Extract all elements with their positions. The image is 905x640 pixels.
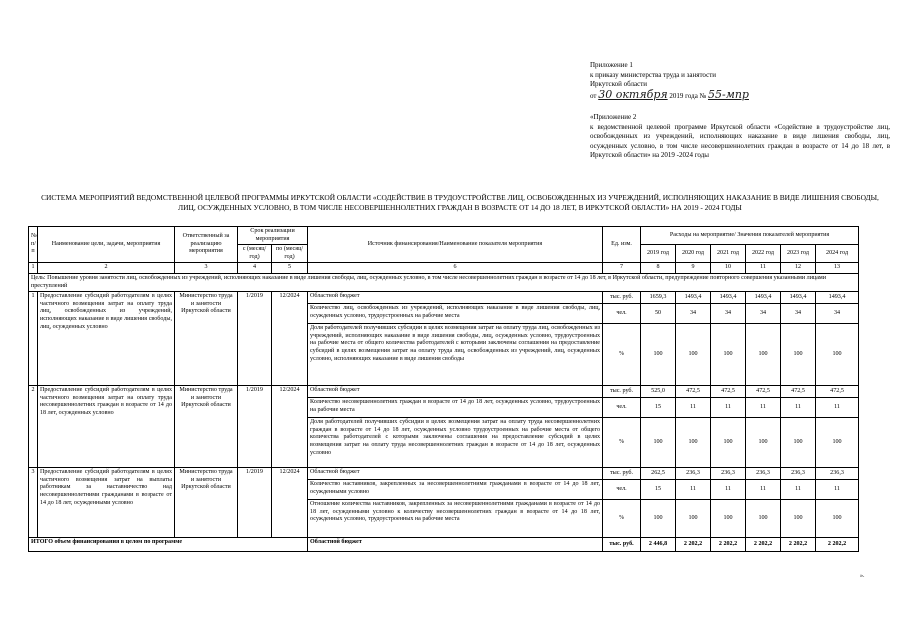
- indicator-value: 1493,4: [746, 292, 781, 304]
- total-value: 2 446,8: [641, 538, 676, 552]
- indicator-value: 100: [746, 418, 781, 468]
- indicator-value: 1493,4: [781, 292, 816, 304]
- column-numbers-row: [29, 263, 859, 274]
- header-year: 2022 год: [746, 245, 781, 263]
- responsible: Министерство труда и занятости Иркутской области: [175, 468, 238, 538]
- indicator-value: 472,5: [746, 386, 781, 398]
- row-number: 1: [29, 292, 38, 386]
- appendix-1-region: Иркутской области: [590, 80, 648, 89]
- indicator-value: 100: [676, 418, 711, 468]
- header-source: Источник финансирования/Наименование показателя мероприятия: [308, 227, 603, 263]
- indicator-value: 11: [676, 480, 711, 500]
- measure-name: Предоставление субсидий работодателям в целях частичного возмещения затрат на оплату труда несовершеннолетних граждан в возрасте от 14 до 18 лет, осужденных условно: [38, 386, 175, 468]
- indicator-value: 525,0: [641, 386, 676, 398]
- indicator-value: 472,5: [676, 386, 711, 398]
- col-number: 10: [711, 263, 746, 274]
- col-number: 3: [175, 263, 238, 274]
- indicator-label: Доля работодателей получивших субсидии в целях возмещения затрат на оплату труда несовершеннолетних граждан в возрасте от 14 до 18 лет, осужденных условно трудоустроенных на рабочие места от общего количества работодателей с которыми заключены соглашения на предоставление субсидий в целях возмещения затрат на оплату труда несовершеннолетних граждан в возрасте от 14 до 18 лет, осужденных условно: [308, 418, 603, 468]
- measures-table: [28, 226, 859, 552]
- indicator-value: 1493,4: [676, 292, 711, 304]
- indicator-value: 100: [781, 500, 816, 538]
- indicator-value: 100: [711, 500, 746, 538]
- indicator-value: 100: [781, 324, 816, 386]
- period-from: 1/2019: [238, 468, 272, 538]
- handwritten-number: 55-мпр: [708, 87, 749, 101]
- indicator-label: Количество наставников, закрепленных за несовершеннолетними гражданами в возрасте от 14 до 18 лет, осужденными условно: [308, 480, 603, 500]
- col-number: 11: [746, 263, 781, 274]
- indicator-value: 1493,4: [711, 292, 746, 304]
- header-year: 2019 год: [641, 245, 676, 263]
- indicator-value: 11: [781, 480, 816, 500]
- appendix-2-title: «Приложение 2: [590, 113, 637, 121]
- col-number: 6: [308, 263, 603, 274]
- indicator-value: 472,5: [711, 386, 746, 398]
- indicator-value: 236,3: [781, 468, 816, 480]
- period-from: 1/2019: [238, 386, 272, 468]
- appendix-1-title: Приложение 1: [590, 61, 633, 69]
- indicator-unit: чел.: [603, 480, 641, 500]
- col-number: 12: [781, 263, 816, 274]
- closing-quote-mark: ».: [860, 573, 865, 579]
- goal-text: Цель: Повышение уровня занятости лиц, освобожденных из учреждений, исполняющих наказание в виде лишения свободы, лиц, осужденных условно, в том числе несовершеннолетних граждан в возрасте от 14 до 18 лет, в Иркутской области, предупреждение повторного совершения указанными лицами преступлений: [29, 273, 859, 291]
- indicator-value: 11: [746, 398, 781, 418]
- appendix-1-block: [590, 61, 890, 101]
- indicator-value: 34: [711, 304, 746, 324]
- responsible: Министерство труда и занятости Иркутской области: [175, 386, 238, 468]
- indicator-value: 34: [781, 304, 816, 324]
- indicator-value: 100: [641, 418, 676, 468]
- indicator-value: 472,5: [781, 386, 816, 398]
- indicator-unit: тыс. руб.: [603, 292, 641, 304]
- indicator-value: 11: [711, 480, 746, 500]
- indicator-label: Количество несовершеннолетних граждан в возрасте от 14 до 18 лет, осужденных условно, трудоустроенных на рабочие места: [308, 398, 603, 418]
- indicator-value: 100: [746, 324, 781, 386]
- header-row-1: [29, 227, 859, 245]
- indicator-value: 11: [711, 398, 746, 418]
- indicator-value: 100: [816, 418, 859, 468]
- col-number: 8: [641, 263, 676, 274]
- measure-name: Предоставление субсидий работодателям в целях частичного возмещения затрат на выплаты работникам за наставничество над несовершеннолетними гражданами в возрасте от 14 до 18 лет, осужденными условно: [38, 468, 175, 538]
- header-num: № п/п: [29, 227, 38, 263]
- indicator-unit: %: [603, 500, 641, 538]
- table-row: [29, 292, 859, 304]
- col-number: 13: [816, 263, 859, 274]
- header-year: 2023 год: [781, 245, 816, 263]
- period-to: 12/2024: [272, 468, 308, 538]
- indicator-unit: тыс. руб.: [603, 386, 641, 398]
- col-number: 9: [676, 263, 711, 274]
- total-row: [29, 538, 859, 552]
- indicator-value: 100: [711, 324, 746, 386]
- document-title: СИСТЕМА МЕРОПРИЯТИЙ ВЕДОМСТВЕННОЙ ЦЕЛЕВОЙ ПРОГРАММЫ ИРКУТСКОЙ ОБЛАСТИ «СОДЕЙСТВИЕ В ТРУДОУСТРОЙСТВЕ ЛИЦ, ОСВОБОЖДЕННЫХ ИЗ УЧРЕЖДЕНИЙ, ИСПОЛНЯЮЩИХ НАКАЗАНИЕ В ВИДЕ ЛИШЕНИЯ СВОБОДЫ, ЛИЦ, ОСУЖДЕННЫХ УСЛОВНО, В ТОМ ЧИСЛЕ НЕСОВЕРШЕННОЛЕТНИХ ГРАЖДАН В ВОЗРАСТЕ ОТ 14 ДО 18 ЛЕТ, В ИРКУТСКОЙ ОБЛАСТИ» НА 2019 - 2024 ГОДЫ: [41, 193, 879, 212]
- header-from: с (месяц/ год): [238, 245, 272, 263]
- indicator-value: 100: [641, 324, 676, 386]
- table-row: [29, 386, 859, 398]
- indicator-label: Областной бюджет: [308, 386, 603, 398]
- indicator-value: 100: [641, 500, 676, 538]
- indicator-value: 262,5: [641, 468, 676, 480]
- measure-name: Предоставление субсидий работодателям в целях частичного возмещения затрат на оплату труда лиц, освобожденных из учреждений, исполняющих наказание в виде лишения свободы, лиц, осужденных условно: [38, 292, 175, 386]
- responsible: Министерство труда и занятости Иркутской области: [175, 292, 238, 386]
- appendix-1-date-line: [590, 87, 890, 102]
- header-responsible: Ответственный за реализацию мероприятия: [175, 227, 238, 263]
- indicator-label: Доля работодателей получивших субсидии в целях возмещения затрат на оплату труда лиц, освобожденных из учреждений, исполняющих наказание в виде лишения свободы, лиц, осужденных условно, трудоустроенных на рабочие места от общего количества работодателей с которыми заключены соглашения на предоставление субсидий в целях возмещения затрат на оплату труда лиц, освобожденных из учреждений, лиц, осужденных условно, исполняющих наказание в виде лишения свободы: [308, 324, 603, 386]
- indicator-value: 472,5: [816, 386, 859, 398]
- col-number: 7: [603, 263, 641, 274]
- indicator-value: 50: [641, 304, 676, 324]
- period-from: 1/2019: [238, 292, 272, 386]
- indicator-unit: тыс. руб.: [603, 468, 641, 480]
- indicator-value: 100: [781, 418, 816, 468]
- header-period: Срок реализации мероприятия: [238, 227, 308, 245]
- indicator-value: 34: [746, 304, 781, 324]
- indicator-label: Количество лиц, освобожденных из учреждений, исполняющих наказание в виде лишения свободы, лиц, осужденных условно, трудоустроенных на рабочие места: [308, 304, 603, 324]
- indicator-value: 100: [746, 500, 781, 538]
- header-expenses: Расходы на мероприятие/ Значения показателей мероприятия: [641, 227, 859, 245]
- indicator-value: 15: [641, 480, 676, 500]
- col-number: 5: [272, 263, 308, 274]
- indicator-unit: чел.: [603, 304, 641, 324]
- total-value: 2 202,2: [746, 538, 781, 552]
- col-number: 2: [38, 263, 175, 274]
- col-number: 1: [29, 263, 38, 274]
- indicator-value: 236,3: [711, 468, 746, 480]
- goal-row: [29, 273, 859, 291]
- header-name: Наименование цели, задачи, мероприятия: [38, 227, 175, 263]
- total-value: 2 202,2: [816, 538, 859, 552]
- header-unit: Ед. изм.: [603, 227, 641, 263]
- indicator-value: 11: [816, 398, 859, 418]
- table-row: [29, 468, 859, 480]
- indicator-value: 34: [676, 304, 711, 324]
- total-label: ИТОГО объем финансирования в целом по программе: [29, 538, 308, 552]
- indicator-value: 100: [816, 324, 859, 386]
- indicator-label: Областной бюджет: [308, 292, 603, 304]
- total-unit: тыс. руб.: [603, 538, 641, 552]
- appendix-2-text: к ведомственной целевой программе Иркутской области «Содействие в трудоустройстве лиц, освобожденных из учреждений, исполняющих наказание в виде лишения свободы, лиц, осужденных условно, в том числе несовершеннолетних граждан в возрасте от 14 до 18 лет, в Иркутской области» на 2019 -2024 годы: [590, 122, 890, 160]
- indicator-value: 100: [816, 500, 859, 538]
- header-year: 2021 год: [711, 245, 746, 263]
- indicator-value: 15: [641, 398, 676, 418]
- row-number: 2: [29, 386, 38, 468]
- total-value: 2 202,2: [711, 538, 746, 552]
- indicator-label: Отношение количества наставников, закрепленных за несовершеннолетними гражданами в возрасте от 14 до 18 лет, осужденными условно к количеству несовершеннолетних граждан в возрасте от 14 до 18 лет, осужденных условно, трудоустроенных на рабочие места: [308, 500, 603, 538]
- indicator-value: 100: [711, 418, 746, 468]
- indicator-value: 11: [816, 480, 859, 500]
- indicator-value: 236,3: [816, 468, 859, 480]
- indicator-value: 11: [781, 398, 816, 418]
- date-prefix: от: [590, 91, 597, 100]
- total-value: 2 202,2: [781, 538, 816, 552]
- indicator-value: 100: [676, 500, 711, 538]
- indicator-value: 11: [746, 480, 781, 500]
- indicator-label: Областной бюджет: [308, 468, 603, 480]
- row-number: 3: [29, 468, 38, 538]
- appendix-2-block: [590, 113, 890, 161]
- total-source: Областной бюджет: [308, 538, 603, 552]
- indicator-value: 236,3: [746, 468, 781, 480]
- header-year: 2024 год: [816, 245, 859, 263]
- appendix-1-order: к приказу министерства труда и занятости: [590, 70, 717, 79]
- indicator-value: 34: [816, 304, 859, 324]
- indicator-unit: %: [603, 418, 641, 468]
- indicator-value: 1659,3: [641, 292, 676, 304]
- indicator-value: 236,3: [676, 468, 711, 480]
- date-year: 2019 года №: [669, 91, 707, 100]
- period-to: 12/2024: [272, 386, 308, 468]
- header-to: по (месяц/ год): [272, 245, 308, 263]
- indicator-unit: чел.: [603, 398, 641, 418]
- indicator-unit: %: [603, 324, 641, 386]
- col-number: 4: [238, 263, 272, 274]
- handwritten-date: 30 октября: [598, 87, 668, 101]
- header-year: 2020 год: [676, 245, 711, 263]
- period-to: 12/2024: [272, 292, 308, 386]
- indicator-value: 100: [676, 324, 711, 386]
- indicator-value: 11: [676, 398, 711, 418]
- indicator-value: 1493,4: [816, 292, 859, 304]
- total-value: 2 202,2: [676, 538, 711, 552]
